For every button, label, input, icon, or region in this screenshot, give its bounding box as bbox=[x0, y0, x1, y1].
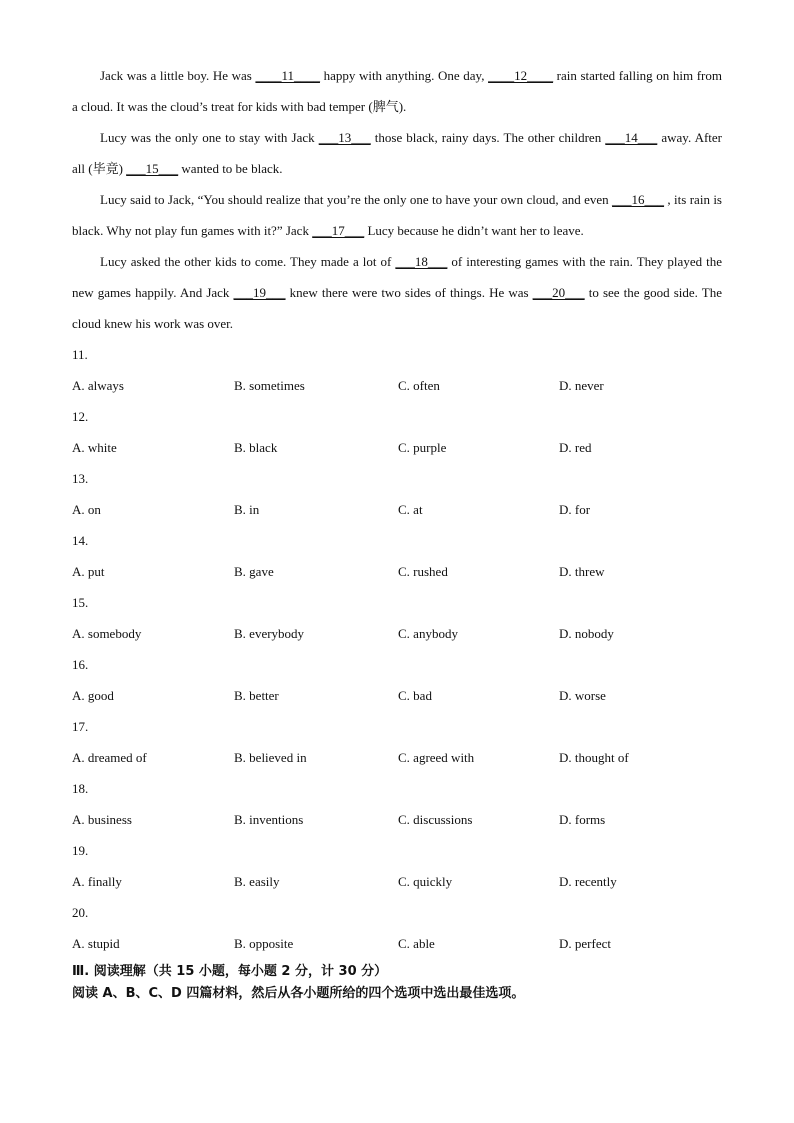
question-number: 19. bbox=[72, 843, 89, 858]
passage-text: , its rain is black. Why not play fun games with it?” Jack bbox=[72, 192, 722, 238]
passage-text: happy with anything. One day, bbox=[319, 68, 489, 83]
answer-option: B. opposite bbox=[234, 936, 294, 951]
question-number: 18. bbox=[72, 781, 89, 796]
question-number: 14. bbox=[72, 533, 89, 548]
passage-text: Lucy was the only one to stay with Jack bbox=[100, 130, 319, 145]
answer-option: D. never bbox=[559, 378, 604, 393]
answer-option: A. good bbox=[72, 688, 114, 703]
options-row bbox=[72, 866, 722, 897]
answer-option: A. on bbox=[72, 502, 101, 517]
answer-option: D. forms bbox=[559, 812, 606, 827]
answer-blank: ___18___ bbox=[395, 254, 448, 269]
answer-option: C. purple bbox=[398, 440, 447, 455]
answer-option: C. quickly bbox=[398, 874, 453, 889]
answer-option: C. able bbox=[398, 936, 435, 951]
question-list bbox=[72, 339, 722, 959]
question-number: 20. bbox=[72, 905, 89, 920]
answer-blank: ___16___ bbox=[612, 192, 665, 207]
question-number: 11. bbox=[72, 347, 88, 362]
passage-text: those black, rainy days. The other children bbox=[370, 130, 606, 145]
passage-paragraph bbox=[72, 184, 722, 246]
question-number: 15. bbox=[72, 595, 89, 610]
options-row bbox=[72, 494, 722, 525]
passage-text: wanted to be black. bbox=[178, 161, 283, 176]
answer-option: A. business bbox=[72, 812, 132, 827]
answer-option: C. agreed with bbox=[398, 750, 475, 765]
section-instruction: 阅读 A、B、C、D 四篇材料，然后从各小题所给的四个选项中选出最佳选项。 bbox=[72, 986, 525, 1001]
answer-option: B. in bbox=[234, 502, 260, 517]
answer-option: D. threw bbox=[559, 564, 605, 579]
answer-option: C. at bbox=[398, 502, 423, 517]
answer-option: A. finally bbox=[72, 874, 122, 889]
passage-text: Lucy said to Jack, “You should realize that you’re the only one to have your own cloud, and even bbox=[100, 192, 613, 207]
answer-option: B. gave bbox=[234, 564, 274, 579]
options-row bbox=[72, 556, 722, 587]
passage-text: knew there were two sides of things. He was bbox=[285, 285, 533, 300]
answer-option: A. put bbox=[72, 564, 105, 579]
answer-option: A. stupid bbox=[72, 936, 120, 951]
passage-paragraph bbox=[72, 60, 722, 122]
answer-option: B. better bbox=[234, 688, 279, 703]
answer-option: C. rushed bbox=[398, 564, 448, 579]
answer-option: C. discussions bbox=[398, 812, 473, 827]
options-row bbox=[72, 680, 722, 711]
answer-option: D. recently bbox=[559, 874, 617, 889]
answer-blank: ___13___ bbox=[318, 130, 371, 145]
answer-option: A. white bbox=[72, 440, 117, 455]
question-number: 12. bbox=[72, 409, 89, 424]
answer-blank: ___14___ bbox=[605, 130, 658, 145]
options-row bbox=[72, 804, 722, 835]
answer-blank: ____12____ bbox=[488, 68, 554, 83]
options-row bbox=[72, 928, 722, 959]
answer-blank: ___15___ bbox=[126, 161, 179, 176]
answer-blank: ____11____ bbox=[255, 68, 320, 83]
answer-blank: ___19___ bbox=[233, 285, 286, 300]
cloze-passage bbox=[72, 60, 722, 339]
answer-option: B. black bbox=[234, 440, 278, 455]
answer-option: D. thought of bbox=[559, 750, 629, 765]
options-row bbox=[72, 618, 722, 649]
answer-option: D. worse bbox=[559, 688, 606, 703]
passage-paragraph bbox=[72, 246, 722, 339]
section-title: Ⅲ. 阅读理解（共 15 小题，每小题 2 分，计 30 分） bbox=[72, 964, 388, 979]
passage-text: Lucy because he didn’t want her to leave. bbox=[364, 223, 584, 238]
options-row bbox=[72, 370, 722, 401]
question-number: 16. bbox=[72, 657, 89, 672]
answer-option: A. dreamed of bbox=[72, 750, 147, 765]
question-number: 17. bbox=[72, 719, 89, 734]
answer-option: A. somebody bbox=[72, 626, 142, 641]
answer-blank: ___20___ bbox=[532, 285, 585, 300]
passage-text: of interesting games with the rain. They played the new games happily. And Jack bbox=[72, 254, 722, 300]
exam-page bbox=[72, 60, 722, 1005]
answer-option: B. believed in bbox=[234, 750, 307, 765]
answer-option: B. sometimes bbox=[234, 378, 305, 393]
options-row bbox=[72, 742, 722, 773]
answer-option: C. often bbox=[398, 378, 440, 393]
answer-option: D. nobody bbox=[559, 626, 614, 641]
options-row bbox=[72, 432, 722, 463]
answer-option: C. anybody bbox=[398, 626, 458, 641]
answer-option: A. always bbox=[72, 378, 124, 393]
passage-text: to see the good side. The cloud knew his work was over. bbox=[72, 285, 722, 331]
passage-text: rain started falling on him from a cloud. It was the cloud’s treat for kids with bad temper (脾气). bbox=[72, 68, 722, 114]
passage-text: Lucy asked the other kids to come. They made a lot of bbox=[100, 254, 396, 269]
answer-option: D. red bbox=[559, 440, 592, 455]
answer-option: B. easily bbox=[234, 874, 280, 889]
passage-text: Jack was a little boy. He was bbox=[100, 68, 256, 83]
answer-option: D. for bbox=[559, 502, 591, 517]
answer-option: B. inventions bbox=[234, 812, 304, 827]
passage-paragraph bbox=[72, 122, 722, 184]
answer-blank: ___17___ bbox=[312, 223, 365, 238]
answer-option: C. bad bbox=[398, 688, 432, 703]
answer-option: B. everybody bbox=[234, 626, 305, 641]
question-number: 13. bbox=[72, 471, 89, 486]
answer-option: D. perfect bbox=[559, 936, 611, 951]
passage-text: away. After all (毕竟) bbox=[72, 130, 722, 176]
